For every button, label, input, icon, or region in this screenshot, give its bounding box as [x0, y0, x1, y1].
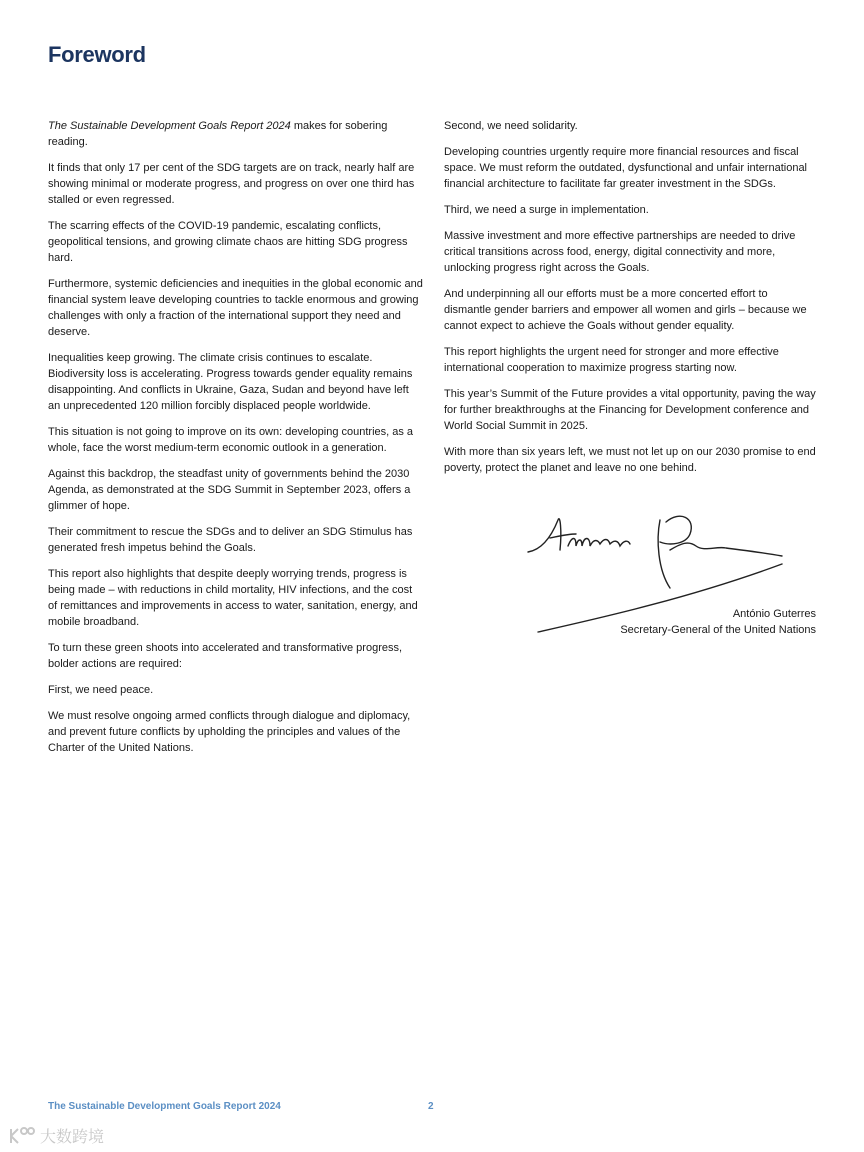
signatory-block: [620, 606, 816, 638]
report-title-italic: The Sustainable Development Goals Report 2024: [48, 120, 291, 132]
paragraph: It finds that only 17 per cent of the SDG targets are on track, nearly half are showing minimal or moderate progress, and progress on over one third has stalled or even regressed.: [48, 162, 415, 206]
paragraph: [48, 118, 424, 150]
paragraph: This situation is not going to improve on its own: developing countries, as a whole, face the worst medium-term economic outlook in a generation.: [48, 426, 414, 454]
paragraph: This year’s Summit of the Future provides a vital opportunity, paving the way for further breakthroughs at the Financing for Development conference and World Social Summit in 2025.: [444, 388, 816, 432]
paragraph: The scarring effects of the COVID-19 pandemic, escalating conflicts, geopolitical tensions, and growing climate chaos are hitting SDG progress hard.: [48, 220, 408, 264]
signatory-name: António Guterres: [732, 608, 816, 620]
paragraph: Against this backdrop, the steadfast unity of governments behind the 2030 Agenda, as demonstrated at the SDG Summit in September 2023, offers a glimmer of hope.: [48, 468, 411, 512]
signatory-role: Secretary-General of the United Nations: [620, 624, 816, 636]
paragraph: To turn these green shoots into accelerated and transformative progress, bolder actions are required:: [48, 642, 403, 670]
page-title: Foreword: [48, 42, 146, 67]
paragraph: Inequalities keep growing. The climate crisis continues to escalate. Biodiversity loss is accelerating. Progress towards gender equality remains disappointing. And conflicts in Ukraine, Gaza, Sudan and beyond have left an unprecedented 120 million forcibly displaced people worldwide.: [48, 352, 413, 412]
paragraph: Second, we need solidarity.: [444, 120, 578, 132]
watermark-text: 大数跨境: [40, 1129, 105, 1146]
paragraph: Their commitment to rescue the SDGs and to deliver an SDG Stimulus has generated fresh impetus behind the Goals.: [48, 526, 413, 554]
paragraph: Developing countries urgently require more financial resources and fiscal space. We must reform the outdated, dysfunctional and unfair international financial architecture to facilitate far greater investment in the SDGs.: [444, 146, 808, 190]
paragraph: Third, we need a surge in implementation.: [444, 204, 649, 216]
paragraph: We must resolve ongoing armed conflicts through dialogue and diplomacy, and prevent future conflicts by upholding the principles and values of the Charter of the United Nations.: [48, 710, 411, 754]
paragraph-text: makes for sobering reading.: [48, 120, 388, 148]
footer-report-title: The Sustainable Development Goals Report 2024: [48, 1101, 281, 1112]
watermark: [8, 1124, 104, 1147]
paragraph: Furthermore, systemic deficiencies and inequities in the global economic and financial system leave developing countries to tackle enormous and growing challenges with only a fraction of the international support they need and deserve.: [48, 278, 423, 338]
paragraph: And underpinning all our efforts must be a more concerted effort to dismantle gender barriers and empower all women and girls – because we cannot expect to achieve the Goals without gender equality.: [444, 288, 807, 332]
paragraph: Massive investment and more effective partnerships are needed to drive critical transitions across food, energy, digital connectivity and more, unlocking progress right across the Goals.: [444, 230, 796, 274]
paragraph: This report highlights the urgent need for stronger and more effective international cooperation to maximize progress starting now.: [444, 346, 779, 374]
column-left: [48, 118, 424, 766]
page-number: 2: [428, 1101, 434, 1112]
paragraph: With more than six years left, we must not let up on our 2030 promise to end poverty, protect the planet and leave no one behind.: [444, 446, 816, 474]
watermark-logo-icon: [8, 1126, 36, 1146]
paragraph: This report also highlights that despite deeply worrying trends, progress is being made – with reductions in child mortality, HIV infections, and the cost of remittances and improvements in access to water, sanitation, energy, and mobile broadband.: [48, 568, 418, 628]
paragraph: First, we need peace.: [48, 684, 154, 696]
column-right: [444, 118, 816, 486]
